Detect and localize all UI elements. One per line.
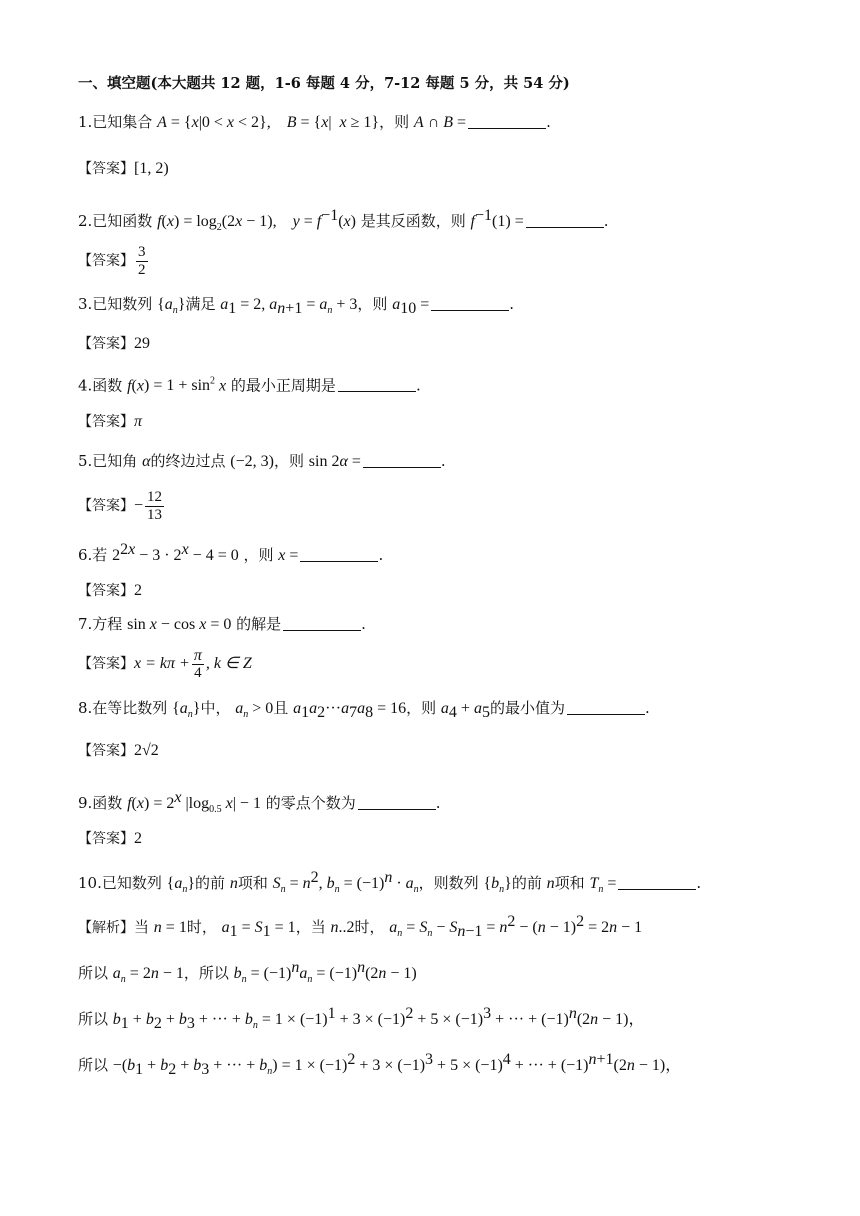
answer-blank xyxy=(283,616,361,631)
answer-1: 【答案】[1, 2) xyxy=(78,160,169,177)
answer-blank xyxy=(363,453,441,468)
answer-value: π xyxy=(134,413,143,430)
answer-5: 【答案】− $\frac{12}{13}$ xyxy=(78,488,163,523)
question-8: 8.在等比数列 $\{a_n\}$中， $a_n > 0$且 $a_1a_2\cdot\cdot\cdot a_7a_8 = 16$，则 $a_4 + a_5$的最小值为 . xyxy=(78,699,650,721)
solution-line-2: 所以 $a_n = 2n - 1$，所以 $b_n = (-1)^na_n = (-1)^n(2n - 1)$ xyxy=(78,959,417,986)
question-7: 7.方程 sin x − cos x = 0 的解是 . xyxy=(78,615,366,633)
answer-7: 【答案】x = kπ + $\frac{\pi}{4}$ , k ∈ Z xyxy=(78,646,252,681)
solution-line-1: 【解析】当 n = 1时， $a_1 = S_1 = 1$，当 n..2时， $a_n = S_n - S_{n-1} = n^2 - (n - 1)^2 = 2n - 1$ xyxy=(78,913,643,940)
answer-6: 【答案】2 xyxy=(78,582,142,599)
answer-blank xyxy=(468,114,546,129)
question-9: 9.函数 $f(x) = 2^x$ $|\log_{0.5}$ x| − 1 的零点个数为 . xyxy=(78,789,441,816)
solution-line-4: 所以 $-(b_1 + b_2 + b_3$ + ··· + $b_n) = 1 \times (-1)^2 + 3 \times (-1)^3 + 5 \times (-1)^4$ + ··· + $(-1)^{n+1}(2n - 1)$， xyxy=(78,1051,682,1078)
question-text: 1.已知集合 xyxy=(78,113,153,131)
question-1: 1.已知集合 A = {x|0 < x < 2}, B = {x| x ≥ 1}，则 A ∩ B = . xyxy=(78,113,551,131)
answer-4: 【答案】π xyxy=(78,413,143,430)
answer-2: 【答案】 $\frac{3}{2}$ xyxy=(78,243,146,278)
question-5: 5.已知角 α的终边过点 (−2, 3)，则 sin 2α = . xyxy=(78,452,446,470)
answer-value: [1, 2) xyxy=(134,160,169,177)
answer-3: 【答案】29 xyxy=(78,335,150,352)
answer-blank xyxy=(526,213,604,228)
answer-value: 29 xyxy=(134,335,150,352)
question-10: 10.已知数列 $\{a_n\}$的前 n项和 $S_n = n^2$, $b_n = (-1)^n \cdot a_n$，则数列 $\{b_n\}$的前 n项和 $T_n$ = . xyxy=(78,869,702,896)
question-6: 6.若 $2^{2x} - 3 \cdot 2^x - 4 = 0$ ，则 x = . xyxy=(78,541,384,564)
answer-value: 2 xyxy=(134,830,142,847)
answer-blank xyxy=(358,795,436,810)
answer-value: 2√2 xyxy=(134,742,159,759)
answer-value: 2 xyxy=(134,582,142,599)
answer-fraction: $\frac{\pi}{4}$ xyxy=(193,646,202,681)
answer-blank xyxy=(567,700,645,715)
answer-blank xyxy=(338,377,416,392)
answer-blank xyxy=(300,547,378,562)
question-4: 4.函数 $f(x) = 1 + \sin^2 x$ 的最小正周期是 . xyxy=(78,376,421,395)
answer-8: 【答案】2√2 xyxy=(78,742,159,759)
solution-line-3: 所以 $b_1 + b_2 + b_3$ + ··· + $b_n = 1 \times (-1)^1 + 3 \times (-1)^2 + 5 \times (-1)^3$ + ··· + $(-1)^n(2n - 1)$， xyxy=(78,1005,645,1032)
answer-fraction: $\frac{3}{2}$ xyxy=(138,243,146,278)
question-3: 3.已知数列 $\{a_n\}$满足 $a_1 = 2$, $a_{n+1} = a_n + 3$，则 $a_{10}$ = . xyxy=(78,295,514,317)
answer-blank xyxy=(431,296,509,311)
section-heading: 一、填空题(本大题共 12 题，1-6 每题 4 分，7-12 每题 5 分，共 54 分) xyxy=(78,75,570,92)
question-2: 2.已知函数 $f(x) = \log_2(2x - 1)$, $y = f^{-1}(x)$ 是其反函数，则 $f^{-1}(1)$ = . xyxy=(78,207,609,234)
answer-9: 【答案】2 xyxy=(78,830,142,847)
answer-blank xyxy=(618,875,696,890)
answer-fraction: $\frac{12}{13}$ xyxy=(147,488,163,523)
